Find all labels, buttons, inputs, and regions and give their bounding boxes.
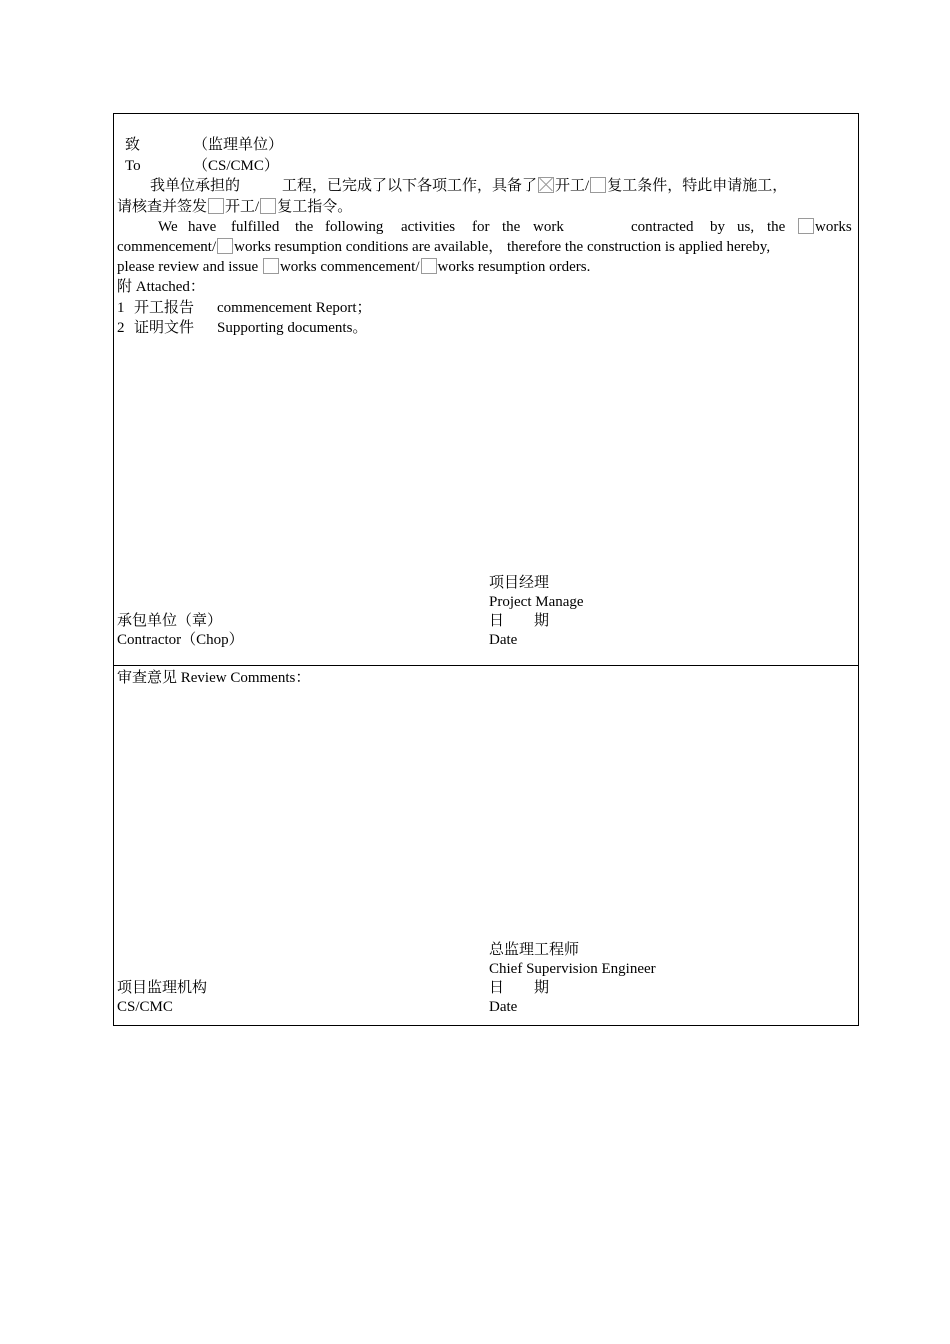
supervisor-date-cn: 日 期: [489, 980, 550, 996]
attachment-cn: 开工报告: [134, 300, 195, 316]
en-commencement-label: commencement/: [117, 239, 217, 255]
to-cn-label: 致: [125, 137, 141, 153]
section-divider: [114, 665, 858, 666]
en-word: by: [710, 219, 725, 235]
en-commence-condition-wrap: [797, 217, 852, 237]
cn-text-completed: 工程，已完成了以下各项工作，具备了: [282, 178, 538, 194]
supervision-org-en: CS/CMC: [117, 999, 173, 1015]
en-paragraph-line3: [117, 257, 590, 277]
to-en-label: To: [125, 158, 141, 174]
attachments-title: 附 Attached：: [117, 279, 205, 295]
en-word: us,: [737, 219, 755, 235]
en-order-resume-label: works resumption orders.: [437, 259, 591, 275]
commence-order-checkbox[interactable]: [208, 198, 224, 214]
cn-order-commence-label: 开工/: [225, 199, 260, 215]
attachment-en: commencement Report；: [217, 300, 372, 316]
project-manager-en: Project Manage: [489, 594, 584, 610]
en-word: works: [815, 219, 852, 235]
cn-text-undertaken: 我单位承担的: [150, 178, 241, 194]
to-en-party: （CS/CMC）: [193, 158, 279, 174]
cn-paragraph-line1: [150, 176, 787, 196]
resume-order-checkbox[interactable]: [260, 198, 276, 214]
en-word: for: [472, 219, 490, 235]
chief-engineer-cn: 总监理工程师: [489, 942, 580, 958]
attachment-en: Supporting documents。: [217, 320, 368, 336]
supervisor-date-en: Date: [489, 999, 518, 1015]
en-word: contracted: [631, 219, 694, 235]
attachment-num: 2: [117, 320, 125, 336]
en-resume-order-checkbox[interactable]: [421, 258, 437, 274]
en-word: the: [502, 219, 521, 235]
en-word: the: [767, 219, 786, 235]
attachment-num: 1: [117, 300, 125, 316]
contractor-date-cn: 日 期: [489, 613, 550, 629]
project-manager-cn: 项目经理: [489, 575, 550, 591]
cn-review-issue: 请核查并签发: [117, 199, 208, 215]
en-order-commence-label: works commencement/: [279, 259, 420, 275]
cn-resume-label: 复工条件，特此申请施工，: [607, 178, 788, 194]
contractor-unit-cn: 承包单位（章）: [117, 613, 223, 629]
en-resume-condition-checkbox[interactable]: [217, 238, 233, 254]
en-commence-order-checkbox[interactable]: [263, 258, 279, 274]
en-resumption-text: works resumption conditions are available， therefore the construction is applied hereby,: [234, 239, 771, 255]
en-word: work: [533, 219, 564, 235]
resume-condition-checkbox[interactable]: [590, 177, 606, 193]
cn-order-resume-label: 复工指令。: [277, 199, 353, 215]
contractor-unit-en: Contractor（Chop）: [117, 632, 244, 648]
cn-commence-label: 开工/: [555, 178, 590, 194]
chief-engineer-en: Chief Supervision Engineer: [489, 961, 656, 977]
en-word: activities: [401, 219, 456, 235]
en-review-issue: please review and issue: [117, 259, 259, 275]
review-comments-title: 审查意见 Review Comments：: [117, 670, 311, 686]
en-word: have: [188, 219, 217, 235]
supervision-org-cn: 项目监理机构: [117, 980, 208, 996]
en-commence-condition-checkbox[interactable]: [798, 218, 814, 234]
application-form: [113, 113, 859, 1026]
attachment-cn: 证明文件: [134, 320, 195, 336]
en-word: following: [325, 219, 384, 235]
en-word: fulfilled: [231, 219, 280, 235]
en-word: the: [295, 219, 314, 235]
cn-paragraph-line2: [117, 197, 352, 217]
en-paragraph-line2: [117, 237, 770, 257]
commence-condition-checkbox[interactable]: [538, 177, 554, 193]
to-cn-party: （监理单位）: [193, 137, 284, 153]
contractor-date-en: Date: [489, 632, 518, 648]
en-word: We: [158, 219, 178, 235]
